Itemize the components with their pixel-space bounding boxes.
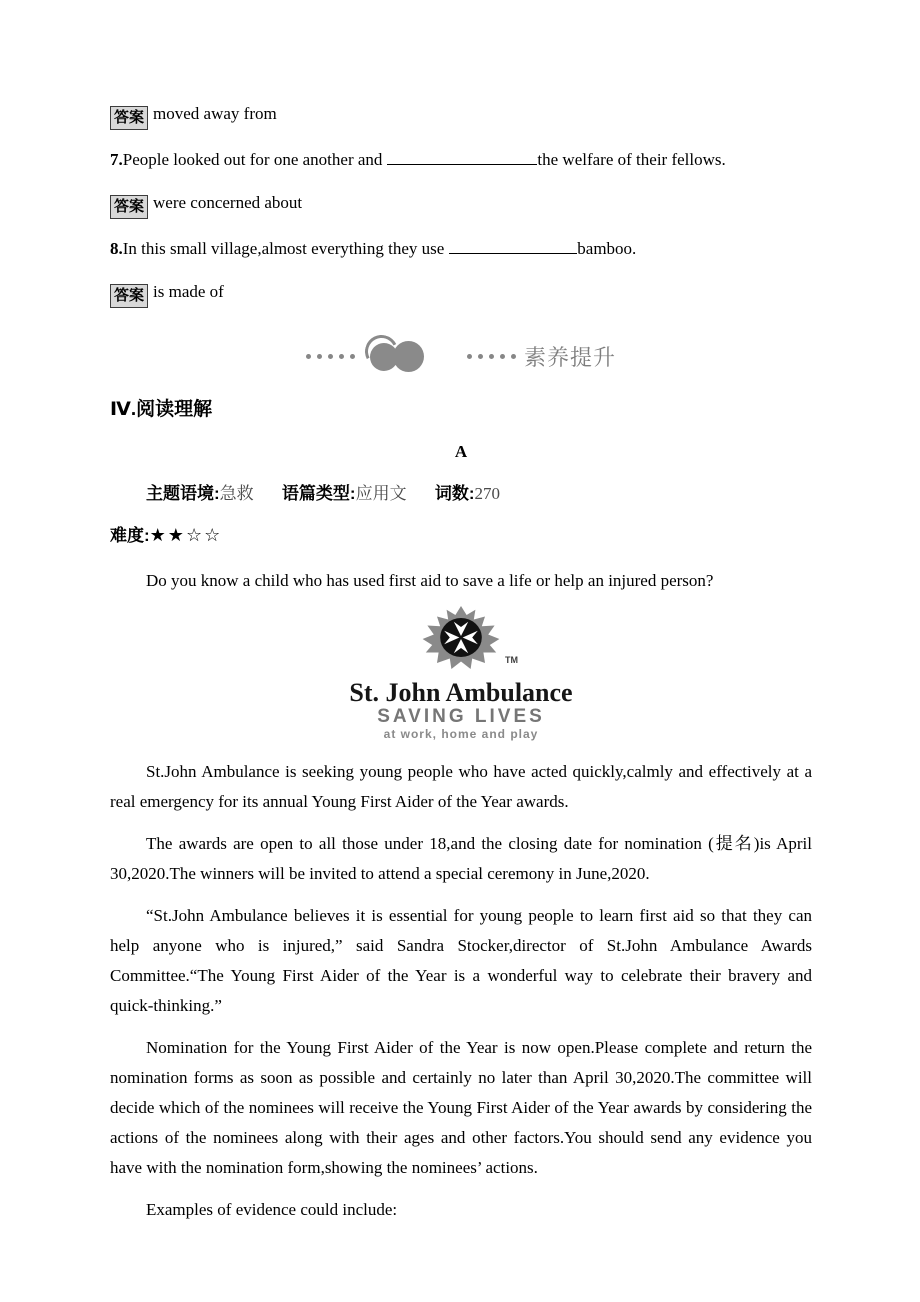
exercise-number: 8. [110, 239, 123, 258]
maple-leaf-cross-icon [421, 606, 518, 672]
exercise-text-after: the welfare of their fellows. [537, 150, 726, 169]
answer-box: 答案 [110, 106, 148, 130]
meta-value: 应用文 [355, 484, 407, 503]
passage-meta [110, 481, 812, 507]
exercise-item-7 [110, 147, 812, 173]
exercise-number: 7. [110, 150, 123, 169]
divider-dots [306, 354, 361, 359]
divider-label: 素养提升 [523, 344, 616, 370]
section-divider [110, 338, 812, 374]
exercise-item-8 [110, 236, 812, 262]
difficulty-label: 难度: [110, 526, 150, 545]
passage-paragraph-5: Examples of evidence could include: [146, 1200, 398, 1219]
answer-row-6 [110, 101, 812, 130]
meta-value: 270 [474, 484, 501, 503]
difficulty-stars: ★★☆☆ [149, 525, 223, 546]
fill-blank-line [449, 237, 577, 254]
answer-text: is made of [153, 282, 224, 301]
trademark-symbol: TM [505, 655, 518, 665]
passage-paragraph-2: The awards are open to all those under 18,and the closing date for nomination (提名)is April 30,2020.The winners will be invited to attend a special ceremony in June,2020. [110, 834, 812, 883]
meta-text-type [282, 484, 407, 503]
answer-row-8 [110, 279, 812, 308]
passage-label: A [454, 442, 468, 461]
passage-paragraph-4: Nomination for the Young First Aider of the Year is now open.Please complete and return the nomination forms as soon as possible and certainly no later than April 30,2020.The committee will decide which of the nominees will receive the Young First Aider of the Year awards by considering the actions of the nominees along with their ages and other factors.You should send any evidence you have with the nomination form,showing the nominees’ actions. [110, 1038, 812, 1177]
passage-paragraph-1: St.John Ambulance is seeking young people who have acted quickly,calmly and effectively at a real emergency for its annual Young First Aider of the Year awards. [110, 762, 812, 811]
meta-value: 急救 [219, 484, 254, 503]
exercise-text-before: In this small village,almost everything they use [122, 239, 445, 258]
answer-row-7 [110, 190, 812, 219]
passage-paragraph-3: “St.John Ambulance believes it is essential for young people to learn first aid so that they can help anyone who is injured,” said Sandra Stocker,director of St.John Ambulance Awards Committee.“The Young First Aider of the Year is a wonderful way to celebrate their bravery and quick-thinking.” [110, 906, 812, 1015]
divider-dots [467, 354, 522, 359]
meta-label: 词数: [434, 484, 475, 503]
fill-blank-line [387, 148, 537, 165]
divider-circles-icon [367, 339, 433, 373]
meta-theme [146, 484, 254, 503]
meta-label: 主题语境: [146, 484, 220, 503]
meta-word-count [435, 484, 500, 503]
exercise-text-before: People looked out for one another and [122, 150, 383, 169]
answer-box: 答案 [110, 195, 148, 219]
meta-label: 语篇类型: [281, 484, 356, 503]
difficulty [110, 523, 812, 549]
answer-text: were concerned about [153, 193, 303, 212]
logo-title: St. John Ambulance [349, 678, 573, 707]
section-heading: Ⅳ.阅读理解 [110, 399, 213, 420]
answer-text: moved away from [153, 104, 277, 123]
st-john-ambulance-logo [110, 606, 812, 741]
logo-subtagline: at work, home and play [383, 727, 539, 741]
passage-intro: Do you know a child who has used first aid to save a life or help an injured person? [146, 571, 714, 590]
exercise-text-after: bamboo. [577, 239, 637, 258]
logo-tagline: SAVING LIVES [377, 706, 545, 727]
answer-box: 答案 [110, 284, 148, 308]
